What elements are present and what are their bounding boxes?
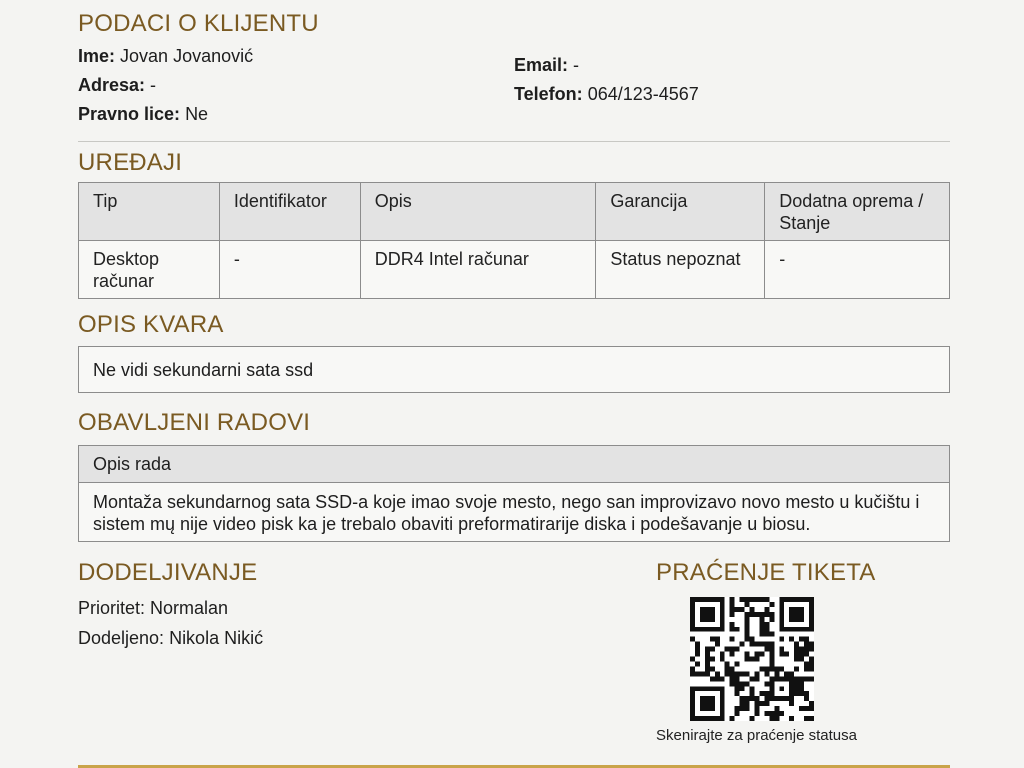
work-text: Montaža sekundarnog sata SSD-a koje imao svoje mesto, nego san improvizavo novo mesto u kučištu i sistem mų nije video pisk ka je trebalo obaviti preformatirarije diska i podešavanje u biosu. xyxy=(93,492,920,534)
devices-heading: UREĐAJI xyxy=(78,149,183,176)
table-cell: Status nepoznat xyxy=(596,241,765,299)
column-header: Tip xyxy=(79,183,220,241)
section-divider xyxy=(78,141,950,142)
table-cell: DDR4 Intel računar xyxy=(360,241,596,299)
work-table xyxy=(78,445,950,542)
devices-header-row xyxy=(79,183,950,241)
table-cell: Desktop računar xyxy=(79,241,220,299)
client-phone: Telefon: 064/123-4567 xyxy=(514,84,699,104)
tracking-heading: PRAĆENJE TIKETA xyxy=(656,559,876,586)
fault-box xyxy=(78,346,950,393)
column-header: Identifikator xyxy=(219,183,360,241)
qr-code[interactable] xyxy=(690,597,814,721)
column-header: Dodatna oprema / Stanje xyxy=(765,183,950,241)
assignment-heading: DODELJIVANJE xyxy=(78,559,258,586)
client-heading: PODACI O KLIJENTU xyxy=(78,10,319,37)
table-cell: - xyxy=(765,241,950,299)
fault-heading: OPIS KVARA xyxy=(78,311,224,338)
column-header: Opis xyxy=(360,183,596,241)
qr-caption: Skenirajte za praćenje statusa xyxy=(656,727,857,744)
client-address: Adresa: - xyxy=(78,75,157,95)
client-legal-entity: Pravno lice: Ne xyxy=(78,104,209,124)
assignment-priority: Prioritet: Normalan xyxy=(78,598,229,618)
fault-text: Ne vidi sekundarni sata ssd xyxy=(93,359,314,380)
table-cell: - xyxy=(219,241,360,299)
assignment-assignee: Dodeljeno: Nikola Nikić xyxy=(78,628,264,648)
work-column-header: Opis rada xyxy=(79,446,949,483)
table-row xyxy=(79,241,950,299)
column-header: Garancija xyxy=(596,183,765,241)
client-name: Ime: Jovan Jovanović xyxy=(78,46,254,66)
devices-table xyxy=(78,182,950,299)
client-email: Email: - xyxy=(514,55,580,75)
work-heading: OBAVLJENI RADOVI xyxy=(78,409,311,436)
